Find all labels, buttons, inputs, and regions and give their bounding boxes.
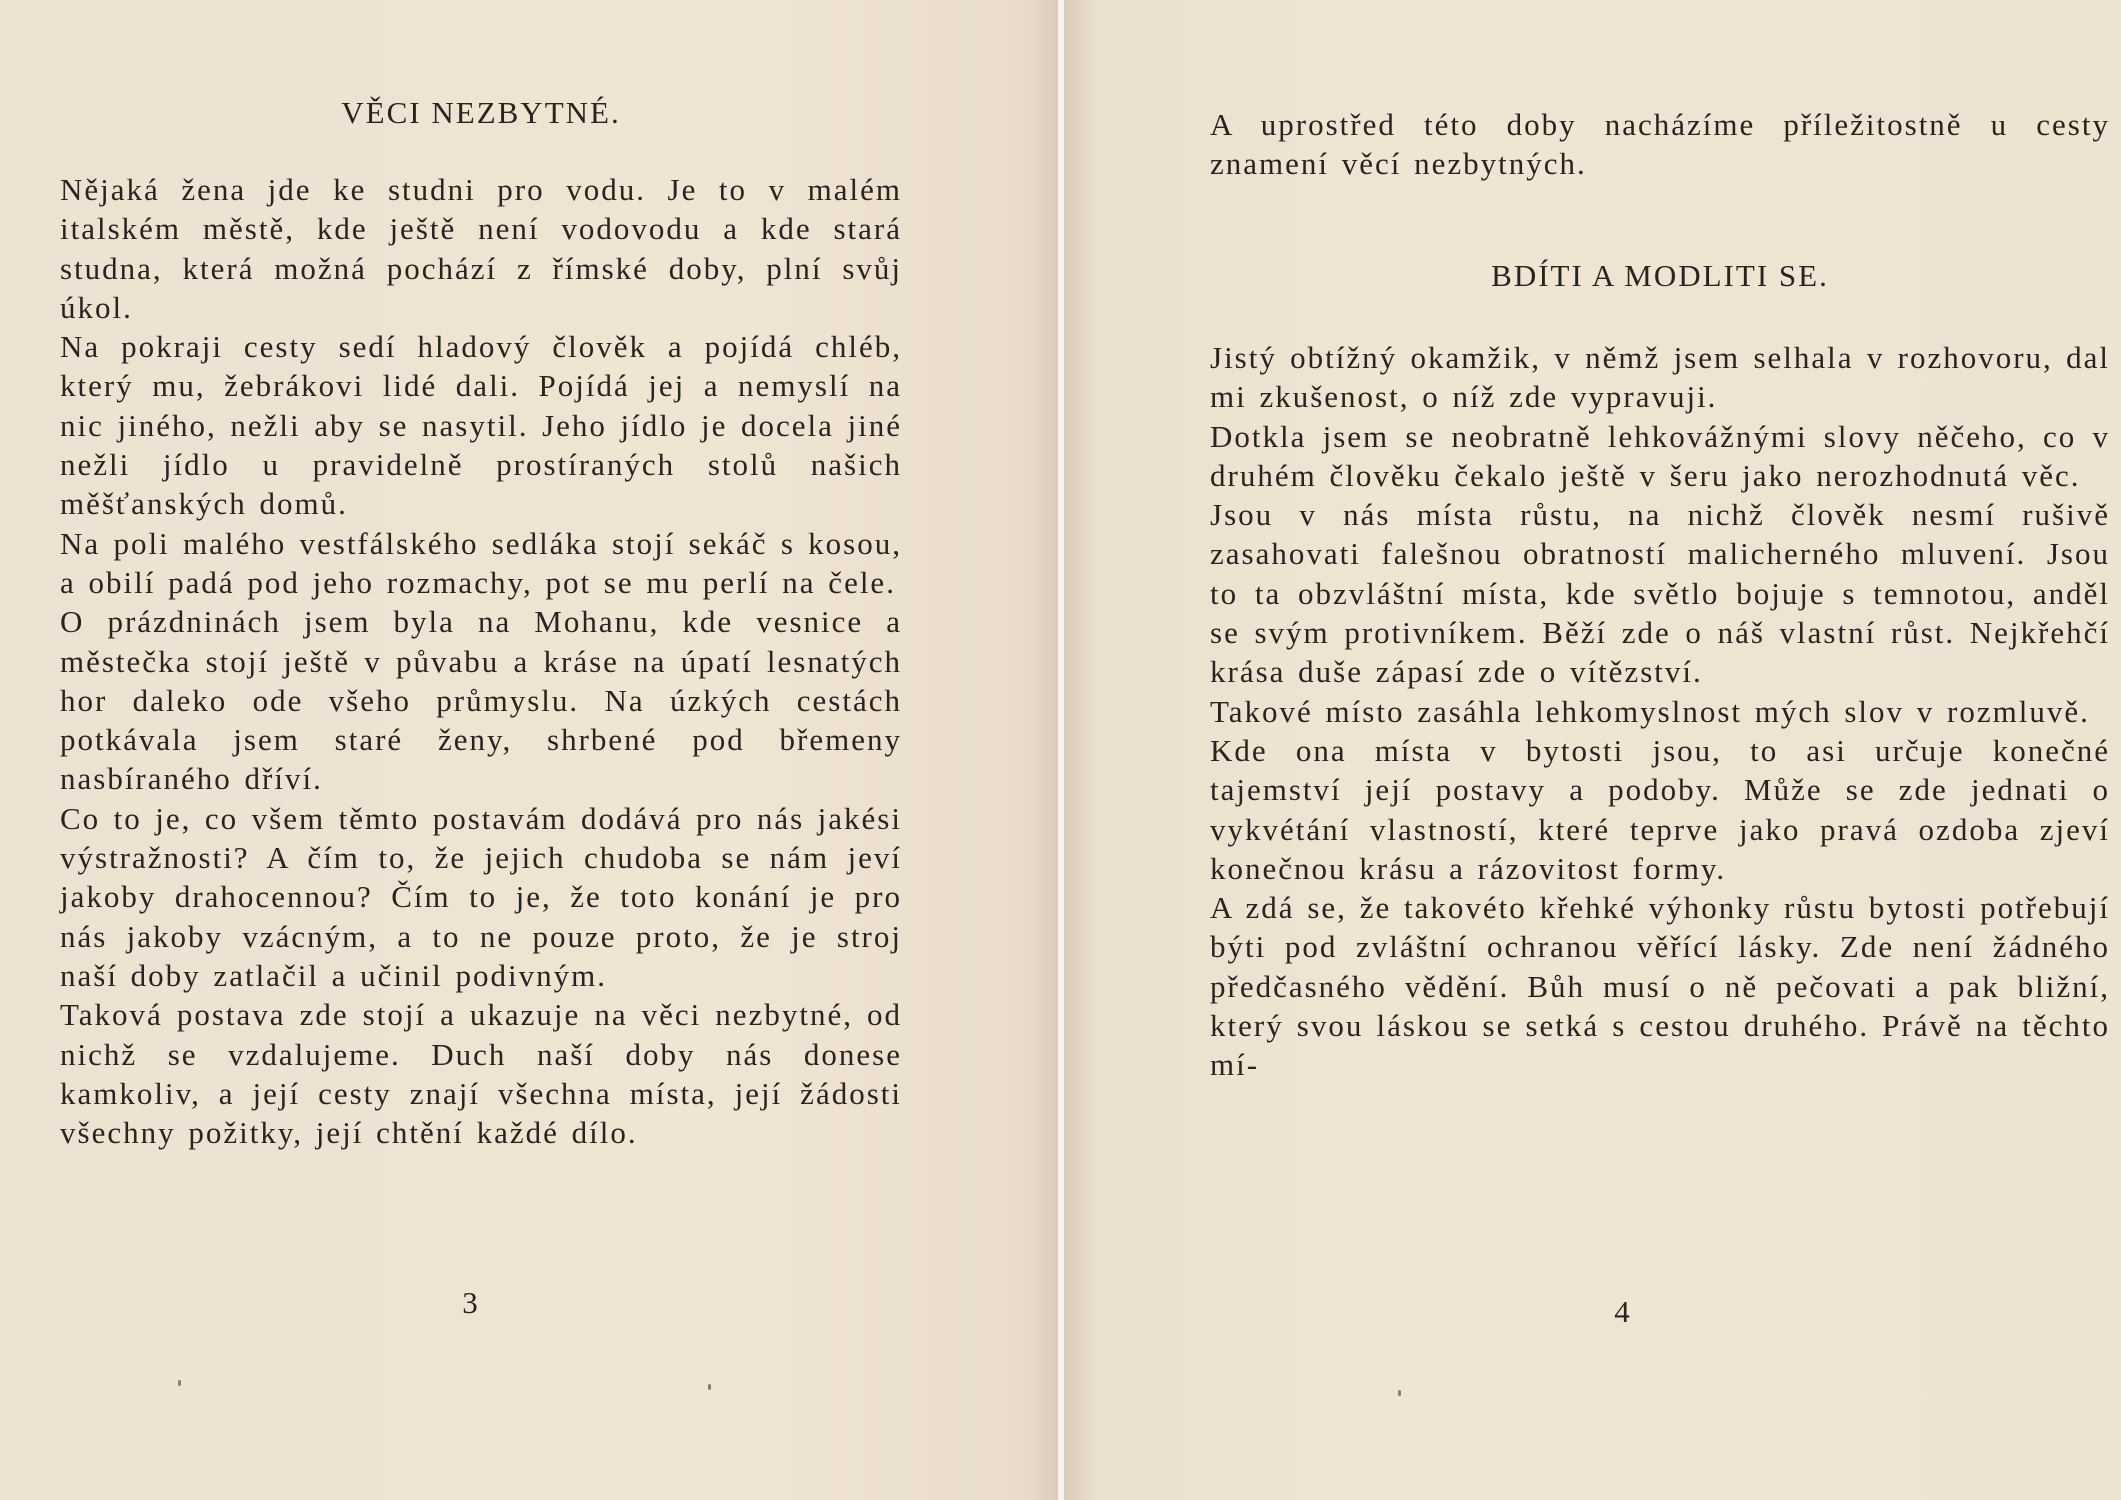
right-page-heading: BDÍTI A MODLITI SE. [1491,258,1829,293]
paragraph: Jistý obtížný okamžik, v němž jsem selhala v rozhovoru, dal mi zkušenost, o níž zde vypravuji. [1210,340,2110,415]
paragraph: O prázdninách jsem byla na Mohanu, kde vesnice a městečka stojí ještě v půvabu a kráse na úpatí lesnatých hor daleko ode všeho průmyslu. Na úzkých cestách potkávala jsem staré ženy, shrbené pod břemeny nasbíraného dříví. [60,604,902,797]
paper-speck [708,1384,711,1390]
paragraph: Co to je, co všem těmto postavám dodává pro nás jakési výstražnosti? A čím to, že jejich chudoba se nám jeví jakoby drahocennou? Čím to je, že toto konání je pro nás jakoby vzácným, a to ne pouze proto, že je stroj naší doby zatlačil a učinil podivným. [60,800,902,993]
paper-speck [178,1380,181,1386]
paragraph: Taková postava zde stojí a ukazuje na věci nezbytné, od nichž se vzdalujeme. Duch naší doby nás donese kamkoliv, a její cesty znají všechna místa, její žádosti všechny požitky, její chtění každé dílo. [60,997,902,1151]
paragraph: Kde ona místa v bytosti jsou, to asi určuje konečné tajemství její postavy a podoby. Může se zde jednati o vykvétání vlastností, které teprve jako pravá ozdoba zjeví konečnou krásu a rázovitost formy. [1210,732,2110,886]
paragraph: Na poli malého vestfálského sedláka stojí sekáč s kosou, a obilí padá pod jeho rozmachy, pot se mu perlí na čele. [60,525,902,600]
right-page-intro [1210,105,2110,184]
page-number-left: 3 [462,1285,478,1320]
left-page-body [60,170,902,1152]
paragraph: Jsou v nás místa růstu, na nichž člověk nesmí rušivě zasahovati falešnou obratností malicherného mluvení. Jsou to ta obzvláštní místa, kde světlo bojuje s temnotou, anděl se svým protivníkem. Běží zde o náš vlastní růst. Nejkřehčí krása duše zápasí zde o vítězství. [1210,497,2110,690]
paragraph: Nějaká žena jde ke studni pro vodu. Je to v malém italském městě, kde ještě není vodovodu a kde stará studna, která možná pochází z římské doby, plní svůj úkol. [60,172,902,325]
paper-speck [1398,1390,1401,1396]
right-page-body [1210,338,2110,1085]
paragraph: A zdá se, že takovéto křehké výhonky růstu bytosti potřebují býti pod zvláštní ochranou věřící lásky. Zde není žádného předčasného vědění. Bůh musí o ně pečovati a pak bližní, který svou láskou se setká s cestou druhého. Právě na těchto mí- [1210,890,2110,1083]
paragraph: Takové místo zasáhla lehkomyslnost mých slov v rozmluvě. [1210,693,2090,729]
paragraph: A uprostřed této doby nacházíme příležitostně u cesty znamení věcí nezbytných. [1210,107,2110,182]
left-page [0,0,1058,1500]
paragraph: Na pokraji cesty sedí hladový člověk a pojídá chléb, který mu, žebrákovi lidé dali. Pojídá jej a nemyslí na nic jiného, nežli aby se nasytil. Jeho jídlo je docela jiné nežli jídlo u pravidelně prostíraných stolů našich měšťanských domů. [60,329,902,522]
paragraph: Dotkla jsem se neobratně lehkovážnými slovy něčeho, co v druhém člověku čekalo ještě v šeru jako nerozhodnutá věc. [1210,418,2110,493]
page-number-right: 4 [1614,1294,1630,1329]
right-page [1064,0,2121,1500]
left-page-heading: VĚCI NEZBYTNÉ. [341,95,621,130]
